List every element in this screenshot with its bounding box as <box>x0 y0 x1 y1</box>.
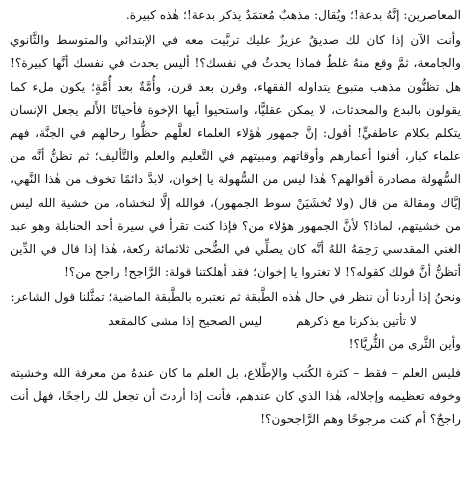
poem-verse <box>10 310 461 333</box>
paragraph-verse-continuation: وأين الثَّرى من الثُّريَّا؟! <box>348 336 461 351</box>
poem-hemistich-first: لا تأتين بذكرنا مع ذكرهم <box>296 313 417 328</box>
paragraph-opening: المعاصرين: إنَّهُ بدعة!؛ ويُقال: مذهبٌ مُعتمَدٌ يذكر بدعة!؛ هٰذه كبيرة. <box>125 8 461 22</box>
paragraph-poet-intro: ونحنُ إذا أردنا أن ننظر في حال هٰذه الطَّبقة ثم نعتبره بالطَّبقة الماضية؛ تمثَّلنا قول الشاعر: <box>10 290 461 305</box>
paragraph-main: وأنت الآن إذا كان لك صديقٌ عزيزٌ عليك تربَّيت معه في الإبتدائي والمتوسط والثَّانوي والجامعة، ثمَّ وقع منهُ غلطٌ فماذا يحدثُ في نفسك؟! أليس يحدث في نفسك أنَّها كبيرة؟! هل تظنُّون مذهب متبوع يتداوله الفقهاء، وقرن بعد قرن، وأُمَّةٌ بعد أُمَّةٍ؛ يكون ملء كما يقولون بالبدع والمحدثات، لا يمكن عقليًّا، واستحيوا أيها الإخوة فأحيانًا الأَلم يجعل الإنسان يتكلم بكلام عاطفيٍّ! أقول: إنَّ جمهور هٰؤلاء العلماء لعلَّهم حظُّوا رحالهم في الجنَّة، فهم علماء كبار، أفنوا أعمارهم وأوقاتهم ومبيتهم في التَّعليم والعلم والتَّأليف؛ ثم تظنُّ أنَّه من السُّهولة مصادرة أقوالهم؟ هٰذا ليس من السُّهولة يا إخوان، لابدَّ دائمًا تخوف من هٰذا النَّهي، إيَّاك ومقالة من قال (ولا تُخشَيَنْ سوط الجمهور)، فوالله إلَّا لنخشاه، من خشية الله ليس من خشيتهم، لماذا؟ لأنَّ الجمهور هؤلاء من؟ فإذا كنت تقرأ في سيرة أحد الحنابلة وهو عبد الغني المقدسي رَحِمَهُ اللهُ أنَّه كان يصلِّي في الضُّحى ثلاثمائة ركعة، هٰذا إذا قال في الدِّين أتظنُّ أنَّ قولك كقوله؟! لا تغتروا يا إخوان؛ فقد أهلكتنا قولة: الرَّاجح! راجح من؟! <box>10 33 461 280</box>
poem-hemistich-second: ليس الصحيح إذا مشى كالمقعد <box>108 313 263 328</box>
paragraph-closing: فليس العلم – فقط – كثرة الكُتب والإطِّلاع، بل العلم ما كان عندهُ من معرفة الله وخشيته وخوفه تعظيمه وإجلاله، هٰذا الذي كان عندهم، فأنت إذا أردتَ أن تجعل لك راجحًا، فهل أنت راجحٌ؟ أم كنت مرجوحًا وهم الرَّاجحون؟! <box>10 366 461 427</box>
